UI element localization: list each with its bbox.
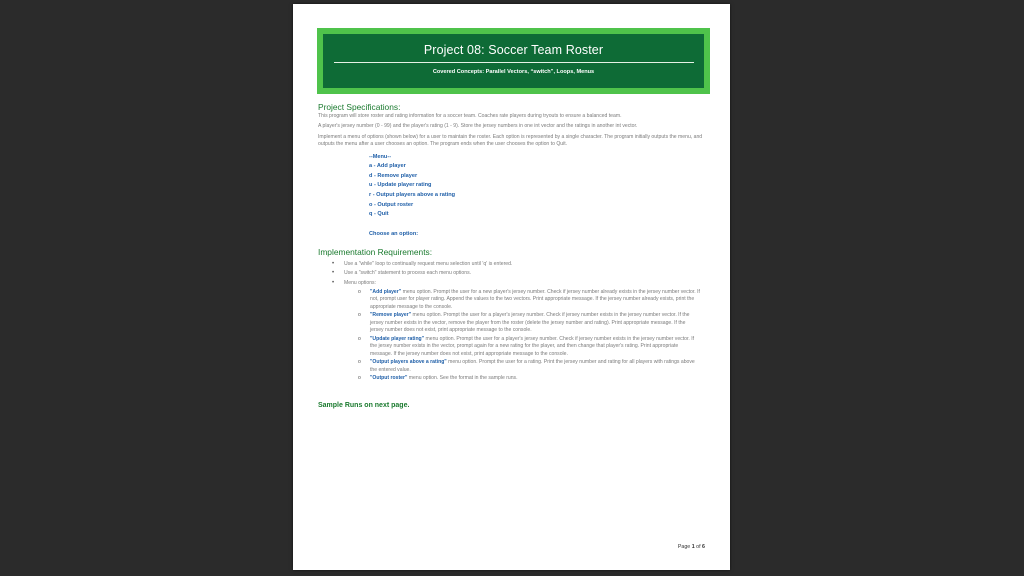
spec-paragraph: A player's jersey number (0 - 99) and the player's rating (1 - 9). Store the jersey numbers in one int vector and the ratings in another int vector. (318, 123, 638, 130)
menu-option-item (318, 375, 708, 383)
page-total: 6 (702, 544, 705, 550)
option-description: menu option. See the format in the sample runs. (407, 375, 518, 382)
option-name: "Output players above a rating" (370, 359, 447, 366)
menu-line: q - Quit (369, 211, 389, 218)
sub-bullet-marker: o (358, 288, 361, 295)
requirement-item: • Menu options: (318, 279, 708, 289)
page-current: 1 (691, 544, 695, 550)
menu-option-item (318, 359, 708, 374)
page-subtitle: Covered Concepts: Parallel Vectors, “switch”, Loops, Menus (432, 69, 595, 75)
menu-options-list (318, 289, 708, 383)
option-description: menu option. Prompt the user for a player's jersey number. Check if jersey number exists in the jersey number vector. If the jersey number exists in the vector, prompt again for a new rating for the player, and then change that player's rating. Print appropriate message. If the jersey number does not exist, print appropriate message to the console. (370, 335, 695, 357)
option-description: menu option. Prompt the user for a player's jersey number. Check if jersey number exists in the jersey number vector. If the jersey number exists in the vector, remove the player from the roster (delete the jersey number and rating). Print appropriate message. If the jersey number does not exist, print appropriate message to the console. (370, 312, 690, 334)
menu-line: d - Remove player (369, 172, 418, 179)
sub-bullet-marker: o (358, 335, 361, 342)
page-title: Project 08: Soccer Team Roster (423, 43, 604, 57)
option-name: "Add player" (370, 288, 402, 295)
menu-prompt: Choose an option: (369, 230, 419, 237)
menu-line: --Menu-- (369, 153, 392, 160)
menu-option-item (318, 336, 708, 359)
menu-line: u - Update player rating (369, 182, 432, 189)
option-description: menu option. Prompt the user for a rating. Print the jersey number and rating for all players with ratings above the entered value. (370, 359, 695, 373)
sub-bullet-marker: o (358, 312, 361, 319)
menu-line: r - Output players above a rating (369, 192, 456, 198)
menu-line: o - Output roster (369, 201, 414, 208)
option-name: "Update player rating" (370, 335, 425, 342)
title-divider (334, 62, 694, 63)
title-banner (317, 28, 710, 94)
option-description: menu option. Prompt the user for a new player's jersey number. Check if jersey number already exists in the jersey number vector. If not, prompt user for player rating. Append the values to the two vectors. Print appropriate message. If the jersey number already exists, print the appropriate message to the console. (370, 288, 700, 310)
specifications-heading: Project Specifications: (318, 102, 401, 112)
page-content (318, 102, 708, 411)
option-name: "Output roster" (370, 375, 408, 382)
requirement-item: • Use a "while" loop to continually request menu selection until 'q' is entered. (318, 260, 708, 270)
sample-runs-note: Sample Runs on next page. (318, 401, 410, 409)
document-page (293, 4, 730, 570)
menu-option-item (318, 289, 708, 312)
page-of: of (696, 544, 701, 550)
implementation-heading: Implementation Requirements: (318, 246, 433, 257)
spec-paragraph: Implement a menu of options (shown below) for a user to maintain the roster. Each option is represented by a single character. The program initially outputs the menu, and outputs the menu after a user chooses an option. The program ends when the user chooses the option to Quit. (318, 133, 703, 148)
menu-option-item (318, 312, 708, 335)
sub-bullet-marker: o (358, 359, 361, 366)
page-number (678, 544, 705, 550)
menu-line: a - Add player (369, 163, 406, 170)
menu-listing (369, 153, 708, 220)
page-label: Page (677, 544, 691, 550)
title-banner-inner (323, 34, 704, 88)
requirement-item: • Use a "switch" statement to process each menu options. (318, 269, 708, 279)
sub-bullet-marker: o (358, 375, 361, 382)
option-name: "Remove player" (370, 312, 412, 319)
spec-paragraph: This program will store roster and rating information for a soccer team. Coaches rate players during tryouts to ensure a balanced team. (318, 113, 622, 119)
requirements-list (318, 260, 708, 289)
